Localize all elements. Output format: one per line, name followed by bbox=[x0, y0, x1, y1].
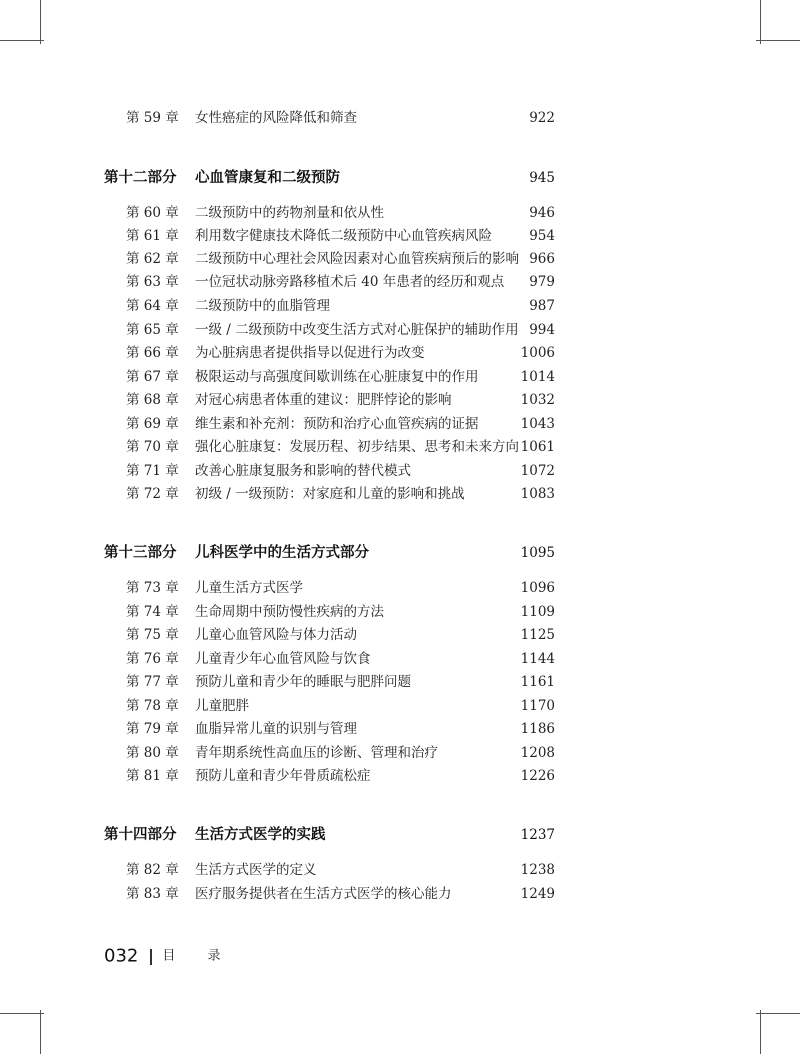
chapter-title: 初级 / 一级预防：对家庭和儿童的影响和挑战 bbox=[195, 486, 465, 502]
page-number: 032 bbox=[104, 945, 139, 967]
chapter-page: 994 bbox=[529, 322, 555, 338]
part-page: 1095 bbox=[520, 545, 555, 561]
toc-chapter-entry[interactable] bbox=[0, 460, 800, 482]
chapter-title: 二级预防中的药物剂量和依从性 bbox=[195, 205, 384, 221]
chapter-title: 预防儿童和青少年的睡眠与肥胖问题 bbox=[195, 674, 411, 690]
chapter-title: 儿童心血管风险与体力活动 bbox=[195, 627, 357, 643]
toc-chapter-entry[interactable] bbox=[0, 202, 800, 224]
chapter-number: 第 59 章 bbox=[126, 110, 179, 126]
chapter-page: 1014 bbox=[520, 369, 555, 385]
chapter-number: 第 75 章 bbox=[126, 627, 179, 643]
chapter-number: 第 82 章 bbox=[126, 862, 179, 878]
chapter-title: 生命周期中预防慢性疾病的方法 bbox=[195, 604, 384, 620]
chapter-number: 第 73 章 bbox=[126, 580, 179, 596]
toc-chapter-entry[interactable] bbox=[0, 389, 800, 411]
toc-chapter-entry[interactable] bbox=[0, 742, 800, 764]
chapter-page: 987 bbox=[529, 298, 555, 314]
toc-chapter-entry[interactable] bbox=[0, 366, 800, 388]
chapter-number: 第 81 章 bbox=[126, 768, 179, 784]
crop-mark bbox=[760, 1010, 761, 1054]
toc-chapter-entry[interactable] bbox=[0, 624, 800, 646]
chapter-title: 二级预防中的血脂管理 bbox=[195, 298, 330, 314]
chapter-number: 第 76 章 bbox=[126, 651, 179, 667]
chapter-page: 1032 bbox=[520, 392, 555, 408]
toc-chapter-entry[interactable] bbox=[0, 271, 800, 293]
chapter-title: 儿童青少年心血管风险与饮食 bbox=[195, 651, 371, 667]
chapter-number: 第 63 章 bbox=[126, 274, 179, 290]
toc-chapter-entry[interactable] bbox=[0, 765, 800, 787]
toc-chapter-entry[interactable] bbox=[0, 295, 800, 317]
chapter-number: 第 77 章 bbox=[126, 674, 179, 690]
toc-chapter-entry[interactable] bbox=[0, 342, 800, 364]
toc-chapter-entry[interactable] bbox=[0, 225, 800, 247]
chapter-number: 第 78 章 bbox=[126, 698, 179, 714]
part-page: 1237 bbox=[520, 827, 555, 843]
chapter-page: 1109 bbox=[520, 604, 555, 620]
chapter-number: 第 68 章 bbox=[126, 392, 179, 408]
toc-part-heading[interactable] bbox=[0, 823, 800, 847]
chapter-number: 第 66 章 bbox=[126, 345, 179, 361]
chapter-page: 946 bbox=[529, 205, 555, 221]
chapter-number: 第 64 章 bbox=[126, 298, 179, 314]
chapter-page: 1083 bbox=[520, 486, 555, 502]
chapter-page: 1096 bbox=[520, 580, 555, 596]
crop-mark bbox=[0, 1013, 44, 1014]
chapter-page: 954 bbox=[529, 228, 555, 244]
chapter-page: 979 bbox=[529, 274, 555, 290]
part-number: 第十三部分 bbox=[104, 545, 177, 561]
toc-chapter-entry[interactable] bbox=[0, 601, 800, 623]
chapter-title: 利用数字健康技术降低二级预防中心血管疾病风险 bbox=[195, 228, 492, 244]
chapter-title: 二级预防中心理社会风险因素对心血管疾病预后的影响 bbox=[195, 251, 519, 267]
chapter-title: 极限运动与高强度间歇训练在心脏康复中的作用 bbox=[195, 369, 479, 385]
part-title: 生活方式医学的实践 bbox=[195, 827, 326, 843]
chapter-title: 一位冠状动脉旁路移植术后 40 年患者的经历和观点 bbox=[195, 274, 505, 290]
toc-chapter-entry[interactable] bbox=[0, 883, 800, 905]
toc-chapter-entry[interactable] bbox=[0, 248, 800, 270]
chapter-number: 第 70 章 bbox=[126, 439, 179, 455]
chapter-number: 第 80 章 bbox=[126, 745, 179, 761]
toc-chapter-entry[interactable] bbox=[0, 695, 800, 717]
toc-chapter-entry[interactable] bbox=[0, 483, 800, 505]
chapter-page: 922 bbox=[529, 110, 555, 126]
crop-mark bbox=[756, 1013, 800, 1014]
chapter-title: 对冠心病患者体重的建议：肥胖悖论的影响 bbox=[195, 392, 452, 408]
toc-chapter-entry[interactable] bbox=[0, 671, 800, 693]
chapter-number: 第 65 章 bbox=[126, 322, 179, 338]
chapter-number: 第 67 章 bbox=[126, 369, 179, 385]
chapter-page: 1061 bbox=[520, 439, 555, 455]
crop-mark bbox=[40, 1010, 41, 1054]
chapter-title: 儿童肥胖 bbox=[195, 698, 249, 714]
crop-mark bbox=[756, 40, 800, 41]
chapter-title: 维生素和补充剂：预防和治疗心血管疾病的证据 bbox=[195, 416, 479, 432]
toc-chapter-entry[interactable] bbox=[0, 577, 800, 599]
chapter-title: 一级 / 二级预防中改变生活方式对心脏保护的辅助作用 bbox=[195, 322, 519, 338]
chapter-title: 强化心脏康复：发展历程、初步结果、思考和未来方向 bbox=[195, 439, 519, 455]
chapter-title: 血脂异常儿童的识别与管理 bbox=[195, 721, 357, 737]
running-footer-label: 目 录 bbox=[162, 948, 235, 964]
chapter-number: 第 72 章 bbox=[126, 486, 179, 502]
chapter-title: 青年期系统性高血压的诊断、管理和治疗 bbox=[195, 745, 438, 761]
crop-mark bbox=[760, 0, 761, 44]
toc-chapter-entry[interactable] bbox=[0, 859, 800, 881]
chapter-title: 儿童生活方式医学 bbox=[195, 580, 303, 596]
chapter-page: 1249 bbox=[520, 886, 555, 902]
chapter-number: 第 79 章 bbox=[126, 721, 179, 737]
part-number: 第十二部分 bbox=[104, 170, 177, 186]
toc-part-heading[interactable] bbox=[0, 541, 800, 565]
chapter-page: 1125 bbox=[520, 627, 555, 643]
chapter-number: 第 60 章 bbox=[126, 205, 179, 221]
chapter-number: 第 62 章 bbox=[126, 251, 179, 267]
part-number: 第十四部分 bbox=[104, 827, 177, 843]
chapter-title: 预防儿童和青少年骨质疏松症 bbox=[195, 768, 371, 784]
chapter-title: 生活方式医学的定义 bbox=[195, 862, 317, 878]
part-title: 心血管康复和二级预防 bbox=[195, 170, 340, 186]
toc-chapter-entry[interactable] bbox=[0, 436, 800, 458]
chapter-title: 改善心脏康复服务和影响的替代模式 bbox=[195, 463, 411, 479]
chapter-page: 1144 bbox=[520, 651, 555, 667]
toc-chapter-entry[interactable] bbox=[0, 107, 800, 129]
chapter-page: 1208 bbox=[520, 745, 555, 761]
chapter-title: 医疗服务提供者在生活方式医学的核心能力 bbox=[195, 886, 452, 902]
toc-part-heading[interactable] bbox=[0, 166, 800, 190]
crop-mark bbox=[0, 40, 44, 41]
chapter-number: 第 74 章 bbox=[126, 604, 179, 620]
chapter-page: 1043 bbox=[520, 416, 555, 432]
chapter-page: 1186 bbox=[520, 721, 555, 737]
chapter-number: 第 69 章 bbox=[126, 416, 179, 432]
part-title: 儿科医学中的生活方式部分 bbox=[195, 545, 369, 561]
chapter-title: 女性癌症的风险降低和筛查 bbox=[195, 110, 357, 126]
chapter-title: 为心脏病患者提供指导以促进行为改变 bbox=[195, 345, 425, 361]
chapter-page: 1072 bbox=[520, 463, 555, 479]
chapter-number: 第 61 章 bbox=[126, 228, 179, 244]
chapter-number: 第 83 章 bbox=[126, 886, 179, 902]
crop-mark bbox=[40, 0, 41, 44]
toc-chapter-entry[interactable] bbox=[0, 413, 800, 435]
part-page: 945 bbox=[529, 170, 555, 186]
footer-divider bbox=[150, 949, 152, 965]
page-footer bbox=[104, 943, 235, 969]
chapter-number: 第 71 章 bbox=[126, 463, 179, 479]
toc-chapter-entry[interactable] bbox=[0, 648, 800, 670]
chapter-page: 1161 bbox=[520, 674, 555, 690]
toc-chapter-entry[interactable] bbox=[0, 319, 800, 341]
chapter-page: 966 bbox=[529, 251, 555, 267]
chapter-page: 1170 bbox=[520, 698, 555, 714]
chapter-page: 1006 bbox=[520, 345, 555, 361]
toc-chapter-entry[interactable] bbox=[0, 718, 800, 740]
chapter-page: 1226 bbox=[520, 768, 555, 784]
chapter-page: 1238 bbox=[520, 862, 555, 878]
